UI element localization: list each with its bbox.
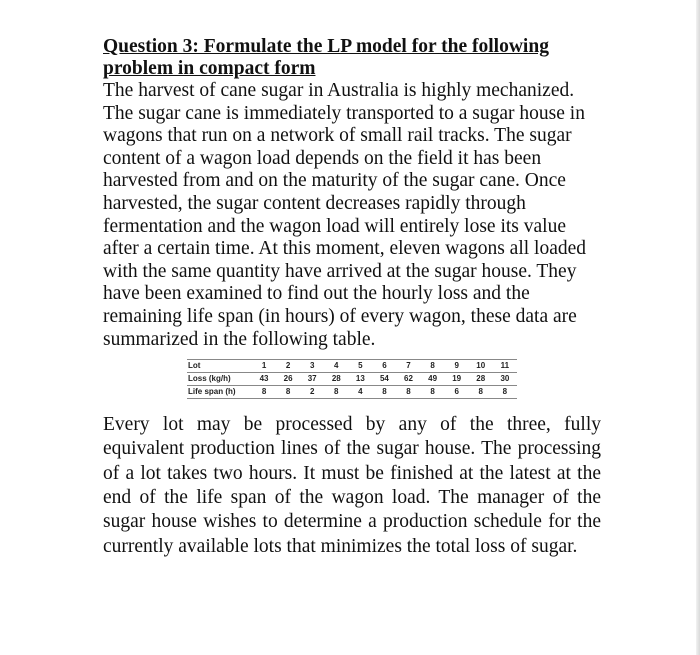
life-span-cell: 8 [493, 386, 517, 399]
life-span-cell: 8 [421, 386, 445, 399]
life-span-cell: 4 [348, 386, 372, 399]
row-label-loss: Loss (kg/h) [187, 373, 252, 386]
lot-cell: 3 [300, 360, 324, 373]
loss-cell: 19 [445, 373, 469, 386]
lot-cell: 1 [252, 360, 276, 373]
lot-cell: 2 [276, 360, 300, 373]
loss-cell: 30 [493, 373, 517, 386]
life-span-cell: 8 [372, 386, 396, 399]
loss-cell: 49 [421, 373, 445, 386]
loss-cell: 43 [252, 373, 276, 386]
life-span-cell: 8 [324, 386, 348, 399]
life-span-cell: 6 [445, 386, 469, 399]
wagon-data-table [187, 359, 517, 399]
life-span-cell: 8 [252, 386, 276, 399]
life-span-cell: 8 [469, 386, 493, 399]
loss-cell: 28 [324, 373, 348, 386]
table-row-loss [187, 373, 517, 386]
question-title: Question 3: Formulate the LP model for the following problem in compact form [103, 36, 549, 79]
row-label-lot: Lot [187, 360, 252, 373]
loss-cell: 28 [469, 373, 493, 386]
problem-description: The harvest of cane sugar in Australia is highly mechanized. The sugar cane is immediately transported to a sugar house in wagons that run on a network of small rail tracks. The sugar content of a wagon load depends on the field it has been harvested from and on the maturity of the sugar cane. Once harvested, the sugar content decreases rapidly through fermentation and the wagon load will entirely lose its value after a certain time. At this moment, eleven wagons all loaded with the same quantity have arrived at the sugar house. They have been examined to find out the hourly loss and the remaining life span (in hours) of every wagon, these data are summarized in the following table. [103, 80, 587, 350]
lot-cell: 7 [396, 360, 420, 373]
lot-cell: 11 [493, 360, 517, 373]
document-page [103, 36, 601, 559]
life-span-cell: 8 [396, 386, 420, 399]
lot-cell: 9 [445, 360, 469, 373]
loss-cell: 26 [276, 373, 300, 386]
data-table-container [187, 359, 517, 399]
loss-cell: 62 [396, 373, 420, 386]
row-label-life-span: Life span (h) [187, 386, 252, 399]
page-edge-shadow [696, 0, 700, 655]
life-span-cell: 8 [276, 386, 300, 399]
lot-cell: 6 [372, 360, 396, 373]
loss-cell: 54 [372, 373, 396, 386]
lot-cell: 4 [324, 360, 348, 373]
table-row-life-span [187, 386, 517, 399]
table-row-lot [187, 360, 517, 373]
lot-cell: 10 [469, 360, 493, 373]
loss-cell: 13 [348, 373, 372, 386]
loss-cell: 37 [300, 373, 324, 386]
processing-constraints: Every lot may be processed by any of the three, fully equivalent production lines of the sugar house. The processing of a lot takes two hours. It must be finished at the latest at the end of the life span of the wagon load. The manager of the sugar house wishes to determine a production schedule for the currently available lots that minimizes the total loss of sugar. [103, 414, 601, 557]
lot-cell: 8 [421, 360, 445, 373]
lot-cell: 5 [348, 360, 372, 373]
life-span-cell: 2 [300, 386, 324, 399]
